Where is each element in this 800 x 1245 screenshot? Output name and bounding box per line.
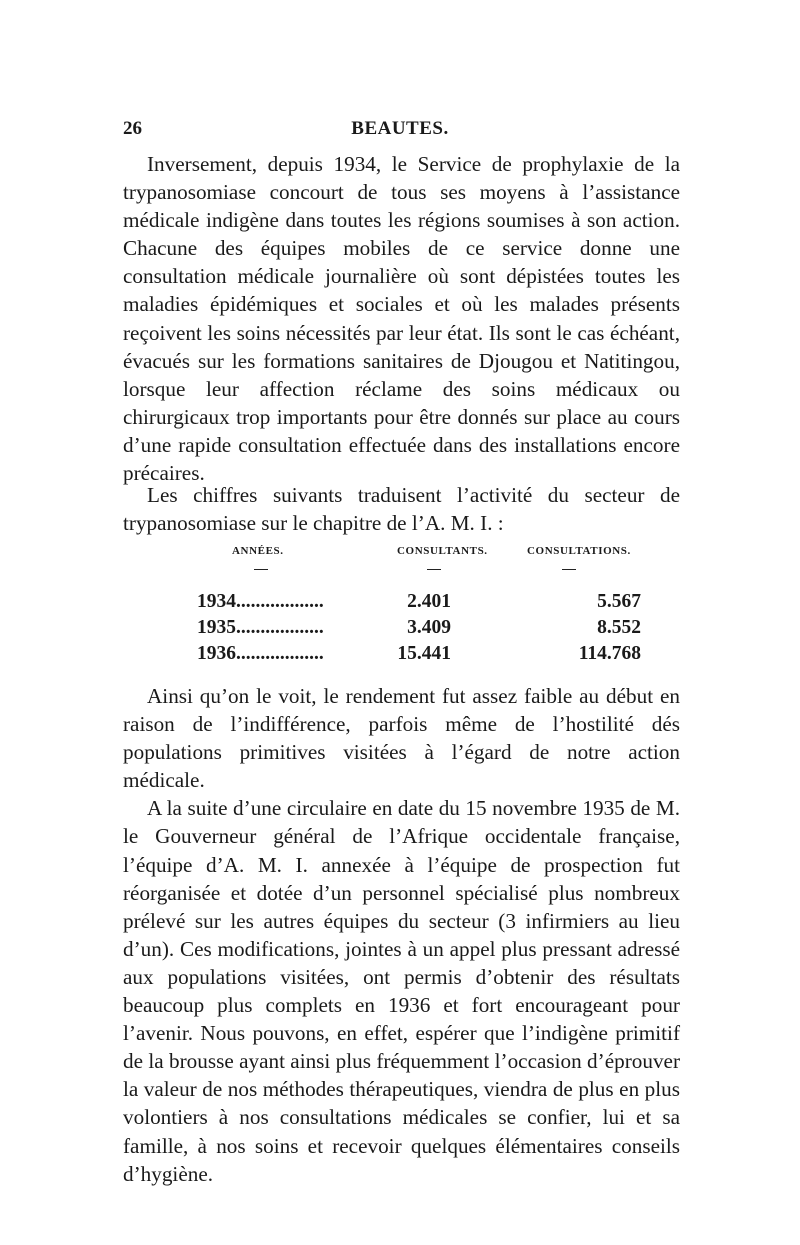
cell-consultants: 15.441 xyxy=(397,643,451,664)
paragraph: Les chiffres suivants traduisent l’activité du secteur de trypanosomiase sur le chapitre de l’A. M. I. : xyxy=(123,483,680,536)
table-header xyxy=(197,545,641,569)
dash xyxy=(254,569,268,570)
cell-consultants: 2.401 xyxy=(407,591,451,612)
cell-consultations: 114.768 xyxy=(578,643,641,664)
statistics-table xyxy=(197,545,641,669)
paragraph: A la suite d’une circulaire en date du 15 novembre 1935 de M. le Gouverneur général de l’Afrique occidentale française, l’équipe d’A. M. I. annexée à l’équipe de prospection fut réorganisée et dotée d’un personnel spécialisé plus nombreux prélevé sur les autres équipes du secteur (3 infirmiers au lieu d’un). Ces modifications, jointes à un appel plus pressant adressé aux populations visitées, ont permis d’obtenir des résultats beaucoup plus complets en 1936 et fort encourageant pour l’avenir. Nous pouvons, en effet, espérer que l’indigène primitif de la brousse ayant ainsi plus fréquemment l’occasion d’éprouver la valeur de nos méthodes thérapeutiques, viendra de plus en plus volontiers à nos consultations médicales se confier, lui et sa famille, à nos soins et recevoir quelques élémentaires conseils d’hygiène. xyxy=(123,796,680,1186)
column-header-consultations: CONSULTATIONS. xyxy=(527,545,631,557)
cell-year: 1935.................. xyxy=(197,617,324,638)
page-number: 26 xyxy=(123,118,142,139)
body-text-top xyxy=(123,150,680,487)
body-text-intro-table xyxy=(123,481,680,537)
cell-year: 1936.................. xyxy=(197,643,324,664)
dash xyxy=(427,569,441,570)
cell-year: 1934.................. xyxy=(197,591,324,612)
paragraph: Ainsi qu’on le voit, le rendement fut assez faible au début en raison de l’indifférence, parfois même de l’hostilité dés populations primitives visitées à l’égard de notre action médicale. xyxy=(123,684,680,793)
header-dashes xyxy=(197,569,641,591)
running-title: BEAUTES. xyxy=(351,118,449,139)
cell-consultants: 3.409 xyxy=(407,617,451,638)
dash xyxy=(562,569,576,570)
table-row xyxy=(197,643,641,669)
paragraph: Inversement, depuis 1934, le Service de prophylaxie de la trypanosomiase concourt de tous ses moyens à l’assistance médicale indigène dans toutes les régions soumises à son action. Chacune des équipes mobiles de ce service donne une consultation médicale journalière où sont dépistées toutes les maladies épidémiques et sociales et où les malades présents reçoivent les soins nécessités par leur état. Ils sont le cas échéant, évacués sur les formations sanitaires de Djougou et Natitingou, lorsque leur affection réclame des soins médicaux ou chirurgicaux trop importants pour être donnés sur place au cours d’une rapide consultation effectuée dans des installations encore précaires. xyxy=(123,152,680,486)
body-text-bottom xyxy=(123,682,680,1188)
cell-consultations: 8.552 xyxy=(597,617,641,638)
table-row xyxy=(197,591,641,617)
cell-consultations: 5.567 xyxy=(597,591,641,612)
running-head xyxy=(123,118,677,144)
column-header-consultants: CONSULTANTS. xyxy=(397,545,488,557)
table-row xyxy=(197,617,641,643)
column-header-years: ANNÉES. xyxy=(232,545,284,557)
